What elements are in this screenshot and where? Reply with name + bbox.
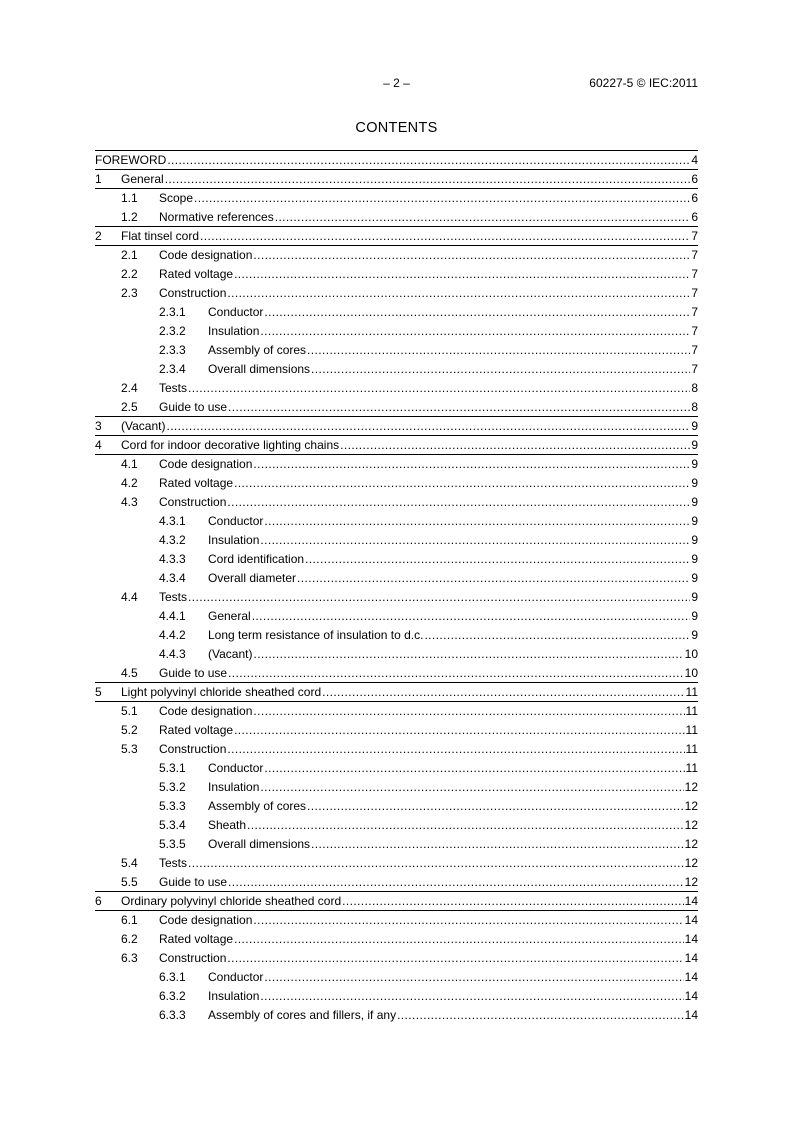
toc-entry-page: 14 [684, 913, 698, 927]
toc-entry-title: Assembly of cores and fillers, if any [208, 1008, 397, 1022]
toc-dot-leader [228, 664, 684, 683]
toc-dot-leader [275, 208, 691, 227]
toc-entry[interactable] [95, 873, 698, 892]
toc-entry-number: 5.3.4 [159, 818, 186, 832]
toc-entry-page: 14 [684, 894, 698, 908]
toc-entry-number: 5.1 [121, 704, 138, 718]
toc-entry-number: 2.3.1 [159, 305, 186, 319]
toc-entry-line [208, 550, 698, 569]
toc-entry-number: 4.4.1 [159, 609, 186, 623]
toc-dot-leader [260, 531, 690, 550]
toc-entry-line [208, 512, 698, 531]
toc-entry-line [208, 341, 698, 360]
toc-dot-leader [264, 512, 690, 531]
toc-dot-leader [264, 968, 683, 987]
toc-entry-line [121, 436, 698, 455]
toc-dot-leader [227, 284, 690, 303]
toc-entry-line [208, 569, 698, 588]
toc-entry-page: 8 [691, 400, 698, 414]
toc-entry-page: 7 [691, 324, 698, 338]
toc-entry-page: 9 [691, 533, 698, 547]
toc-entry-title: Cord for indoor decorative lighting chains [121, 438, 340, 452]
toc-entry-number: 5 [95, 685, 102, 699]
toc-dot-leader [342, 892, 684, 911]
toc-entry-page: 11 [685, 723, 698, 737]
toc-entry[interactable] [95, 892, 698, 911]
toc-dot-leader [234, 474, 690, 493]
toc-entry-number: 6.3 [121, 951, 138, 965]
toc-entry-title: Construction [159, 742, 227, 756]
toc-dot-leader [253, 246, 690, 265]
toc-dot-leader [322, 683, 684, 702]
toc-entry-title: Rated voltage [159, 476, 234, 490]
toc-entry[interactable] [95, 816, 698, 835]
toc-dot-leader [260, 987, 683, 1006]
toc-entry-page: 12 [684, 837, 698, 851]
toc-dot-leader [253, 455, 690, 474]
toc-entry-line [208, 645, 698, 664]
toc-entry-page: 14 [684, 970, 698, 984]
toc-entry-page: 14 [684, 1008, 698, 1022]
toc-entry-title: Conductor [208, 514, 264, 528]
toc-entry[interactable] [95, 949, 698, 968]
toc-entry-page: 9 [691, 552, 698, 566]
toc-entry[interactable] [95, 930, 698, 949]
toc-entry-line [208, 626, 698, 645]
toc-entry-title: Conductor [208, 305, 264, 319]
toc-entry[interactable] [95, 208, 698, 227]
toc-dot-leader [297, 569, 690, 588]
toc-dot-leader [305, 550, 690, 569]
toc-entry-number: 4.3.2 [159, 533, 186, 547]
toc-entry-line [208, 322, 698, 341]
toc-dot-leader [311, 835, 684, 854]
toc-dot-leader [307, 341, 690, 360]
toc-entry-title: Overall dimensions [208, 837, 311, 851]
toc-entry-line [159, 379, 698, 398]
toc-entry-title: Ordinary polyvinyl chloride sheathed cord [121, 894, 342, 908]
toc-dot-leader [252, 607, 691, 626]
toc-dot-leader [307, 797, 684, 816]
toc-entry-number: 2.1 [121, 248, 138, 262]
toc-entry-title: Scope [159, 191, 194, 205]
toc-entry[interactable] [95, 550, 698, 569]
toc-entry[interactable] [95, 721, 698, 740]
toc-entry-line [159, 265, 698, 284]
toc-entry-title: (Vacant) [208, 647, 253, 661]
toc-entry[interactable] [95, 512, 698, 531]
toc-entry[interactable] [95, 740, 698, 759]
toc-entry-number: 5.3.1 [159, 761, 186, 775]
toc-entry-number: 6.3.1 [159, 970, 186, 984]
toc-entry-page: 11 [685, 685, 698, 699]
page-title: CONTENTS [355, 120, 438, 136]
toc-entry-page: 6 [691, 210, 698, 224]
toc-entry[interactable] [95, 683, 698, 702]
toc-entry-number: 2.3.4 [159, 362, 186, 376]
toc-dot-leader [311, 360, 690, 379]
toc-entry[interactable] [95, 645, 698, 664]
toc-entry-line [159, 284, 698, 303]
toc-entry-number: 5.3.2 [159, 780, 186, 794]
toc-entry[interactable] [95, 797, 698, 816]
toc-entry-line [159, 930, 698, 949]
toc-entry[interactable] [95, 778, 698, 797]
toc-entry-title: Rated voltage [159, 932, 234, 946]
toc-entry-line [208, 360, 698, 379]
toc-entry-line [121, 227, 698, 246]
toc-entry-title: Guide to use [159, 400, 228, 414]
toc-entry-line [121, 417, 698, 436]
toc-entry-number: 5.2 [121, 723, 138, 737]
toc-entry-number: 2.3.3 [159, 343, 186, 357]
toc-entry[interactable] [95, 189, 698, 208]
toc-entry-page: 9 [691, 495, 698, 509]
toc-dot-leader [264, 759, 684, 778]
toc-entry-number: 4.2 [121, 476, 138, 490]
toc-entry-number: 5.4 [121, 856, 138, 870]
toc-dot-leader [165, 170, 691, 189]
toc-entry[interactable] [95, 436, 698, 455]
toc-entry-page: 9 [691, 476, 698, 490]
toc-dot-leader [227, 493, 690, 512]
toc-dot-leader [188, 379, 690, 398]
toc-entry-title: Assembly of cores [208, 799, 307, 813]
toc-entry-line [159, 474, 698, 493]
toc-entry-title: FOREWORD [95, 153, 167, 167]
toc-entry-page: 6 [691, 191, 698, 205]
toc-dot-leader [234, 930, 684, 949]
toc-dot-leader [397, 1006, 684, 1025]
toc-entry-page: 10 [684, 666, 698, 680]
toc-entry[interactable] [95, 531, 698, 550]
toc-dot-leader [234, 265, 690, 284]
toc-entry[interactable] [95, 322, 698, 341]
toc-dot-leader [253, 645, 683, 664]
toc-entry-page: 9 [691, 419, 698, 433]
toc-entry-title: Construction [159, 286, 227, 300]
toc-entry-line [208, 835, 698, 854]
toc-entry[interactable] [95, 626, 698, 645]
toc-entry-line [159, 189, 698, 208]
toc-entry-page: 9 [691, 514, 698, 528]
toc-entry-page: 4 [691, 153, 698, 167]
toc-entry-title: Rated voltage [159, 723, 234, 737]
toc-entry-page: 6 [691, 172, 698, 186]
toc-entry[interactable] [95, 417, 698, 436]
toc-entry-page: 14 [684, 989, 698, 1003]
toc-entry-page: 7 [691, 248, 698, 262]
toc-dot-leader [253, 702, 684, 721]
toc-dot-leader [260, 322, 690, 341]
toc-entry-title: Guide to use [159, 875, 228, 889]
toc-entry-line [95, 151, 698, 170]
toc-entry[interactable] [95, 493, 698, 512]
toc-entry-line [121, 170, 698, 189]
toc-dot-leader [247, 816, 684, 835]
toc-entry-number: 4.1 [121, 457, 138, 471]
toc-dot-leader [424, 626, 690, 645]
toc-entry-page: 12 [684, 818, 698, 832]
toc-entry[interactable] [95, 569, 698, 588]
toc-entry-line [208, 968, 698, 987]
toc-entry-number: 6 [95, 894, 102, 908]
toc-entry-line [159, 873, 698, 892]
toc-entry-page: 11 [685, 704, 698, 718]
toc-entry-line [159, 949, 698, 968]
toc-entry-number: 5.3 [121, 742, 138, 756]
toc-entry-title: General [208, 609, 251, 623]
toc-entry-number: 4 [95, 438, 102, 452]
toc-entry-title: Insulation [208, 780, 260, 794]
toc-entry[interactable] [95, 702, 698, 721]
toc-entry-line [208, 816, 698, 835]
toc-entry-title: Flat tinsel cord [121, 229, 200, 243]
toc-entry[interactable] [95, 854, 698, 873]
toc-entry[interactable] [95, 911, 698, 930]
toc-dot-leader [234, 721, 684, 740]
toc-entry-title: Tests [159, 590, 188, 604]
toc-entry-title: Code designation [159, 704, 253, 718]
toc-entry-page: 7 [691, 362, 698, 376]
toc-entry-title: Insulation [208, 324, 260, 338]
toc-entry-number: 4.3.4 [159, 571, 186, 585]
toc-entry-number: 3 [95, 419, 102, 433]
toc-entry-number: 4.3 [121, 495, 138, 509]
toc-entry-line [159, 208, 698, 227]
toc-entry-page: 12 [684, 856, 698, 870]
toc-entry-page: 11 [685, 761, 698, 775]
toc-entry-title: Tests [159, 381, 188, 395]
toc-entry-title: Construction [159, 951, 227, 965]
toc-entry-line [208, 531, 698, 550]
toc-entry-line [159, 455, 698, 474]
toc-entry-title: Insulation [208, 533, 260, 547]
toc-entry-number: 4.4 [121, 590, 138, 604]
toc-entry-number: 2.5 [121, 400, 138, 414]
toc-entry-line [208, 607, 698, 626]
toc-entry-number: 2.4 [121, 381, 138, 395]
toc-entry-number: 2.3 [121, 286, 138, 300]
toc-entry[interactable] [95, 474, 698, 493]
toc-entry-page: 9 [691, 590, 698, 604]
toc-entry-title: Code designation [159, 913, 253, 927]
toc-entry-title: Construction [159, 495, 227, 509]
toc-entry-line [159, 588, 698, 607]
toc-entry[interactable] [95, 664, 698, 683]
toc-entry[interactable] [95, 1006, 698, 1025]
toc-entry-page: 9 [691, 571, 698, 585]
toc-entry-title: General [121, 172, 164, 186]
toc-entry-page: 7 [691, 267, 698, 281]
toc-entry-line [208, 778, 698, 797]
toc-entry-number: 5.3.3 [159, 799, 186, 813]
toc-entry[interactable] [95, 303, 698, 322]
toc-entry-line [208, 759, 698, 778]
toc-dot-leader [227, 740, 684, 759]
toc-entry-title: Conductor [208, 970, 264, 984]
toc-dot-leader [253, 911, 683, 930]
toc-entry-title: Long term resistance of insulation to d.c. [208, 628, 424, 642]
toc-dot-leader [194, 189, 690, 208]
toc-entry-line [159, 721, 698, 740]
toc-entry-page: 8 [691, 381, 698, 395]
toc-entry-line [159, 664, 698, 683]
toc-entry-number: 2.3.2 [159, 324, 186, 338]
toc-entry-page: 12 [684, 780, 698, 794]
toc-entry[interactable] [95, 835, 698, 854]
toc-entry-number: 4.5 [121, 666, 138, 680]
toc-dot-leader [167, 151, 690, 170]
toc-entry[interactable] [95, 246, 698, 265]
toc-entry-line [159, 246, 698, 265]
toc-entry[interactable] [95, 341, 698, 360]
toc-entry-title: (Vacant) [121, 419, 166, 433]
toc-entry[interactable] [95, 588, 698, 607]
toc-entry-number: 4.3.1 [159, 514, 186, 528]
toc-entry-number: 1 [95, 172, 102, 186]
toc-entry-page: 14 [684, 951, 698, 965]
toc-entry-number: 4.4.3 [159, 647, 186, 661]
toc-entry-number: 6.2 [121, 932, 138, 946]
toc-entry-page: 9 [691, 628, 698, 642]
toc-entry-line [159, 493, 698, 512]
toc-dot-leader [188, 854, 684, 873]
toc-entry-page: 9 [691, 609, 698, 623]
toc-entry-number: 2 [95, 229, 102, 243]
toc-entry-line [208, 1006, 698, 1025]
toc-entry-number: 4.3.3 [159, 552, 186, 566]
toc-entry-number: 2.2 [121, 267, 138, 281]
toc-entry-page: 12 [684, 799, 698, 813]
toc-dot-leader [228, 398, 690, 417]
toc-entry-line [159, 398, 698, 417]
toc-entry-title: Tests [159, 856, 188, 870]
toc-dot-leader [166, 417, 690, 436]
toc-entry-title: Overall diameter [208, 571, 297, 585]
toc-entry-page: 14 [684, 932, 698, 946]
toc-entry-line [208, 797, 698, 816]
toc-entry-title: Light polyvinyl chloride sheathed cord [121, 685, 322, 699]
toc-dot-leader [188, 588, 690, 607]
toc-entry[interactable] [95, 455, 698, 474]
toc-entry-line [159, 854, 698, 873]
toc-entry[interactable] [95, 607, 698, 626]
toc-entry-page: 7 [691, 286, 698, 300]
toc-entry-title: Code designation [159, 457, 253, 471]
toc-entry-page: 10 [684, 647, 698, 661]
toc-entry[interactable] [95, 379, 698, 398]
toc-entry-line [208, 303, 698, 322]
toc-entry-number: 5.5 [121, 875, 138, 889]
toc-dot-leader [200, 227, 690, 246]
table-of-contents [95, 150, 698, 1025]
toc-entry-number: 1.2 [121, 210, 138, 224]
toc-dot-leader [340, 436, 690, 455]
toc-entry-page: 7 [691, 229, 698, 243]
toc-entry-page: 7 [691, 343, 698, 357]
toc-entry-title: Overall dimensions [208, 362, 311, 376]
toc-entry-number: 5.3.5 [159, 837, 186, 851]
toc-entry-number: 4.4.2 [159, 628, 186, 642]
toc-entry[interactable] [95, 170, 698, 189]
toc-entry-page: 7 [691, 305, 698, 319]
document-reference: 60227-5 © IEC:2011 [589, 76, 698, 90]
toc-entry-title: Guide to use [159, 666, 228, 680]
toc-entry-title: Sheath [208, 818, 247, 832]
toc-entry[interactable] [95, 968, 698, 987]
toc-entry[interactable] [95, 151, 698, 170]
toc-entry[interactable] [95, 360, 698, 379]
toc-entry[interactable] [95, 759, 698, 778]
toc-entry-title: Insulation [208, 989, 260, 1003]
toc-entry-number: 6.3.2 [159, 989, 186, 1003]
toc-entry-page: 9 [691, 457, 698, 471]
toc-entry-number: 1.1 [121, 191, 138, 205]
toc-entry-number: 6.3.3 [159, 1008, 186, 1022]
toc-entry-title: Rated voltage [159, 267, 234, 281]
toc-entry-page: 11 [685, 742, 698, 756]
page-number: – 2 – [383, 76, 410, 90]
toc-entry-title: Assembly of cores [208, 343, 307, 357]
toc-entry[interactable] [95, 265, 698, 284]
toc-entry-page: 9 [691, 438, 698, 452]
toc-entry[interactable] [95, 398, 698, 417]
toc-entry-line [159, 740, 698, 759]
toc-entry-line [121, 683, 698, 702]
toc-entry[interactable] [95, 284, 698, 303]
toc-entry-title: Code designation [159, 248, 253, 262]
toc-entry[interactable] [95, 987, 698, 1006]
toc-entry-line [208, 987, 698, 1006]
toc-entry-number: 6.1 [121, 913, 138, 927]
toc-entry-line [121, 892, 698, 911]
toc-entry-page: 12 [684, 875, 698, 889]
toc-entry-title: Normative references [159, 210, 274, 224]
toc-entry-line [159, 911, 698, 930]
toc-entry-title: Cord identification [208, 552, 305, 566]
toc-entry[interactable] [95, 227, 698, 246]
toc-entry-title: Conductor [208, 761, 264, 775]
toc-dot-leader [228, 873, 684, 892]
page-header [95, 76, 698, 92]
toc-entry-line [159, 702, 698, 721]
toc-dot-leader [264, 303, 690, 322]
toc-dot-leader [227, 949, 683, 968]
toc-dot-leader [260, 778, 683, 797]
